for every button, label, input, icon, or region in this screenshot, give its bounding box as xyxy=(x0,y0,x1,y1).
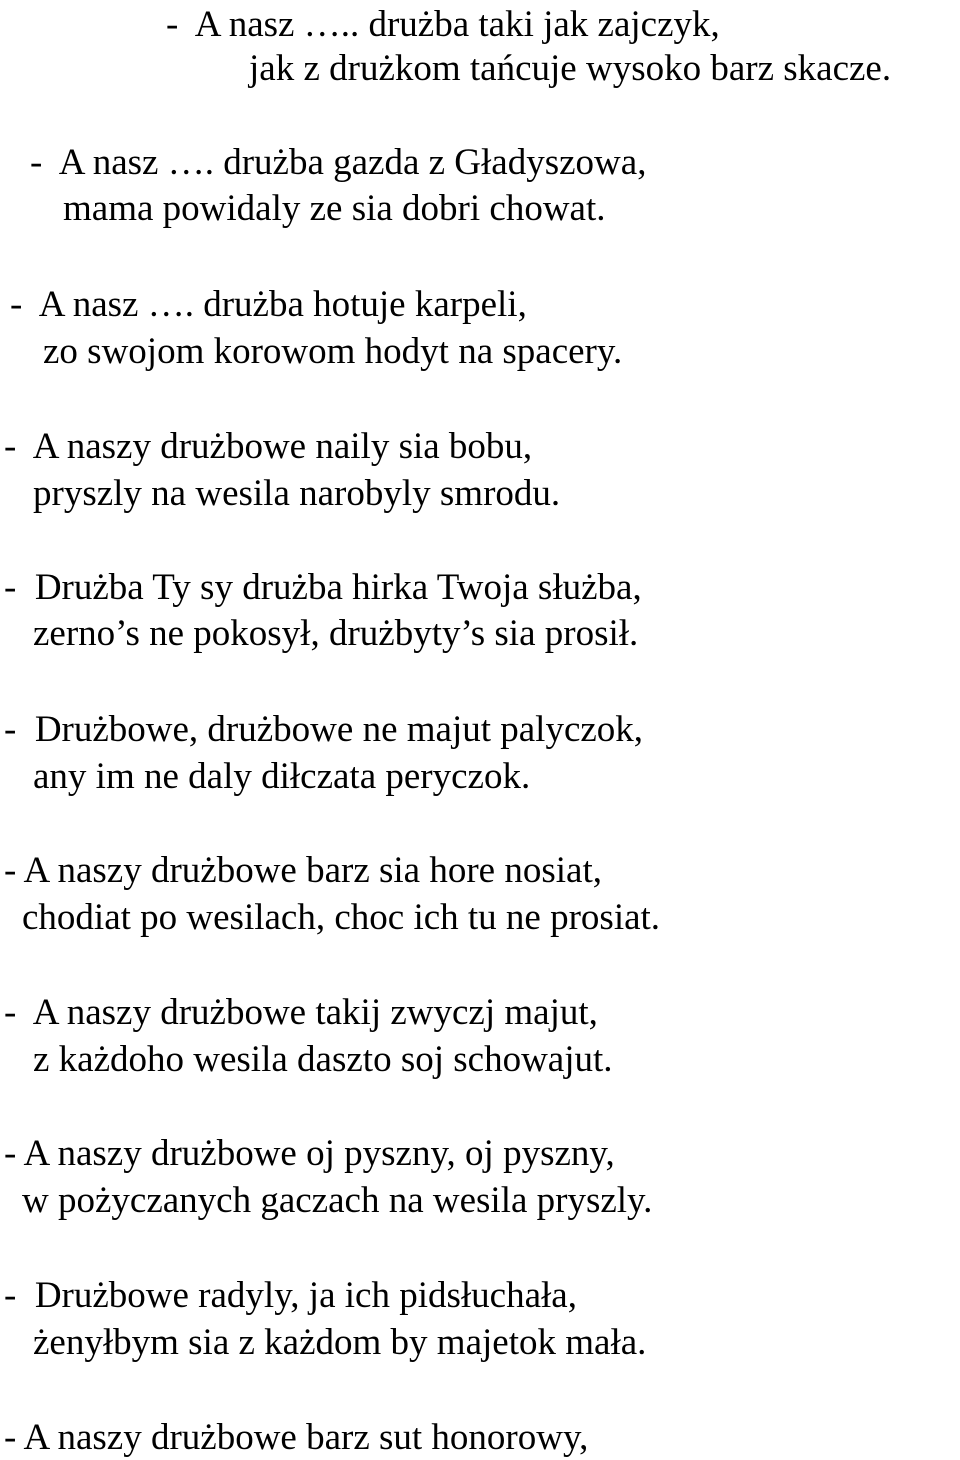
stanza-8-line-1: - A naszy drużbowe takij zwyczj majut, xyxy=(4,992,598,1033)
stanza-5-line-2: zerno’s ne pokosył, drużbyty’s sia prosił. xyxy=(33,613,639,654)
stanza-6-line-1: - Drużbowe, drużbowe ne majut palyczok, xyxy=(4,709,644,750)
stanza-11-line-1: - A naszy drużbowe barz sut honorowy, xyxy=(4,1417,589,1458)
stanza-8-line-2: z każdoho wesila daszto soj schowajut. xyxy=(33,1039,613,1080)
stanza-4-line-2: pryszly na wesila narobyly smrodu. xyxy=(33,473,561,514)
stanza-1-line-1: - A nasz ….. drużba taki jak zajczyk, xyxy=(166,4,720,45)
stanza-9-line-1: - A naszy drużbowe oj pyszny, oj pyszny, xyxy=(4,1133,615,1174)
stanza-7-line-2: chodiat po wesilach, choc ich tu ne prosiat. xyxy=(22,897,661,938)
stanza-1-line-2: jak z drużkom tańcuje wysoko barz skacze. xyxy=(249,48,892,89)
stanza-9-line-2: w pożyczanych gaczach na wesila pryszly. xyxy=(22,1180,653,1221)
stanza-2-line-1: - A nasz …. drużba gazda z Gładyszowa, xyxy=(30,142,647,183)
stanza-4-line-1: - A naszy drużbowe naily sia bobu, xyxy=(4,426,533,467)
stanza-10-line-1: - Drużbowe radyly, ja ich pidsłuchała, xyxy=(4,1275,577,1316)
stanza-5-line-1: - Drużba Ty sy drużba hirka Twoja służba, xyxy=(4,567,642,608)
stanza-7-line-1: - A naszy drużbowe barz sia hore nosiat, xyxy=(4,850,602,891)
stanza-6-line-2: any im ne daly diłczata peryczok. xyxy=(33,756,531,797)
stanza-3-line-1: - A nasz …. drużba hotuje karpeli, xyxy=(10,284,527,325)
stanza-2-line-2: mama powidaly ze sia dobri chowat. xyxy=(63,188,606,229)
stanza-10-line-2: żenyłbym sia z każdom by majetok mała. xyxy=(33,1322,647,1363)
stanza-3-line-2: zo swojom korowom hodyt na spacery. xyxy=(43,331,623,372)
